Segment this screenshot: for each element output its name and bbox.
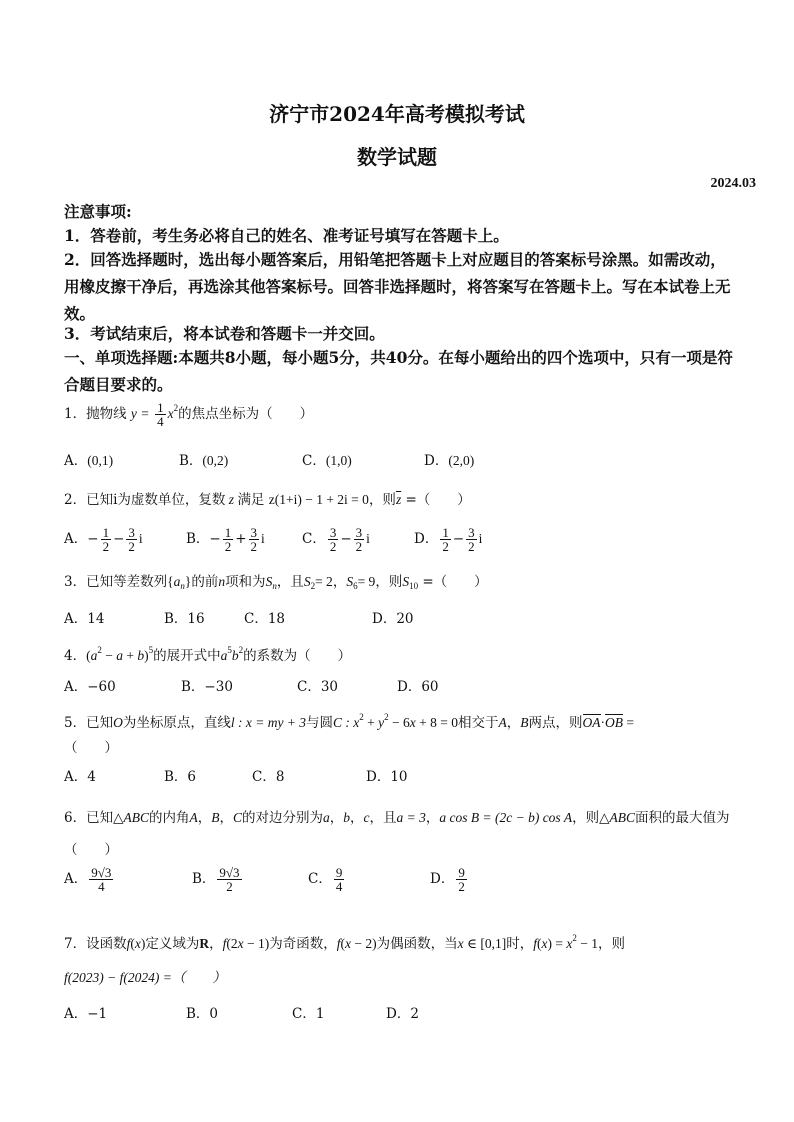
q7-line-2: f(2023) − f(2024) =（ ） [64,970,226,985]
question-2: 2．已知i为虚数单位，复数 z 满足 z(1+i) − 1 + 2i = 0，则$\overline{z}$ =（ ） [64,492,471,508]
q1-option-d[interactable]: D．(2,0) [424,453,475,469]
q2-equation: z(1+i) − 1 + 2i = 0 [268,492,369,507]
q6-option-a[interactable]: A． $\frac{9√3}{4}$ [64,865,112,894]
q5-option-a[interactable]: A．4 [64,769,96,785]
q1-option-c[interactable]: C．(1,0) [302,453,352,469]
q7-option-b[interactable]: B．0 [186,1006,219,1022]
q5-option-c[interactable]: C．8 [252,769,285,785]
notice-item-3: 3．考试结束后，将本试卷和答题卡一并交回。 [64,324,385,343]
question-6: 6．已知△ABC的内角A，B，C的对边分别为a，b，c，且a = 3，a cos B = (2c − b) cos A，则△ABC面积的最大值为（ ） [64,810,730,858]
q2-option-b[interactable]: B．− $\frac{1}{2}$ + $\frac{3}{2}$ i [186,525,265,554]
q3-option-b[interactable]: B．16 [164,611,205,627]
q1-options [64,449,744,473]
notice-item-2: 2．回答选择题时，选出每小题答案后，用铅笔把答题卡上对应题目的答案标号涂黑。如需改动，用橡皮擦干净后，再选涂其他答案标号。回答非选择题时，将答案写在答题卡上。写在本试卷上无效。 [64,250,731,323]
q4-option-c[interactable]: C．30 [297,679,339,695]
q4-option-d[interactable]: D．60 [397,679,439,695]
exam-title: 济宁市2024年高考模拟考试 [269,102,525,126]
q3-option-c[interactable]: C．18 [244,611,286,627]
notice-item-1: 1．答卷前，考生务必将自己的姓名、准考证号填写在答题卡上。 [64,226,509,245]
q1-fraction: $\frac{1}{4}$ [157,400,164,429]
q7-option-a[interactable]: A．−1 [64,1006,108,1022]
exam-date: 2024.03 [710,176,756,191]
q2-option-d[interactable]: D． $\frac{1}{2}$ − $\frac{3}{2}$ i [414,525,483,554]
question-5: 5．已知O为坐标原点，直线l : x = my + 3与圆C : $x^2 + y^2 - 6x + 8 = 0$相交于A，B两点，则OA·OB = [64,712,635,731]
question-7: 7．设函数f(x)定义域为R，f(2x − 1)为奇函数，f(x − 2)为偶函数，当x ∈ [0,1]时，$f(x) = x^2 - 1$，则 [64,933,625,952]
q3-options [64,607,744,631]
q7-options [64,1002,744,1026]
q1-pre: 抛物线 [86,406,127,422]
q2-option-a[interactable]: A．− $\frac{1}{2}$ − $\frac{3}{2}$ i [64,525,143,554]
question-1: 1．抛物线 y = $\frac{1}{4}$ $x^2$的焦点坐标为（ ） [64,400,314,429]
q4-options [64,675,744,699]
q5-tail: （ ） [64,740,118,756]
q1-option-a[interactable]: A．(0,1) [64,453,114,469]
q6-option-d[interactable]: D． $\frac{9}{2}$ [430,865,465,894]
q1-post: 的焦点坐标为（ ） [178,406,314,422]
q6-options [64,866,744,906]
q4-option-b[interactable]: B．−30 [181,679,233,695]
q7-option-d[interactable]: D．2 [386,1006,419,1022]
notice-heading: 注意事项: [64,202,132,221]
q5-options [64,765,744,789]
q5-option-b[interactable]: B．6 [164,769,197,785]
q2-options [64,526,744,558]
q3-option-d[interactable]: D．20 [372,611,414,627]
q2-option-c[interactable]: C． $\frac{3}{2}$ − $\frac{3}{2}$ i [302,525,370,554]
q1-number: 1． [64,406,87,422]
q6-option-c[interactable]: C． $\frac{9}{4}$ [308,865,343,894]
exam-subtitle: 数学试题 [357,145,437,169]
q7-option-c[interactable]: C．1 [292,1006,325,1022]
section-1-heading: 一、单项选择题:本题共8小题，每小题5分，共40分。在每小题给出的四个选项中，只有一项是符合题目要求的。 [64,348,733,394]
question-3: 3．已知等差数列$\{a_n\}$的前n项和为$S_n$，且$S_2= 2$，$S_6= 9$，则$S_{10}$ =（ ） [64,574,488,591]
q5-option-d[interactable]: D．10 [366,769,408,785]
q4-option-a[interactable]: A．−60 [64,679,116,695]
q1-option-b[interactable]: B．(0,2) [179,453,229,469]
q3-option-a[interactable]: A．14 [64,611,105,627]
q6-option-b[interactable]: B． $\frac{9√3}{2}$ [192,865,240,894]
question-4: 4．$(a^2 - a + b)^5$的展开式中$a^5b^2$的系数为（ ） [64,645,352,664]
